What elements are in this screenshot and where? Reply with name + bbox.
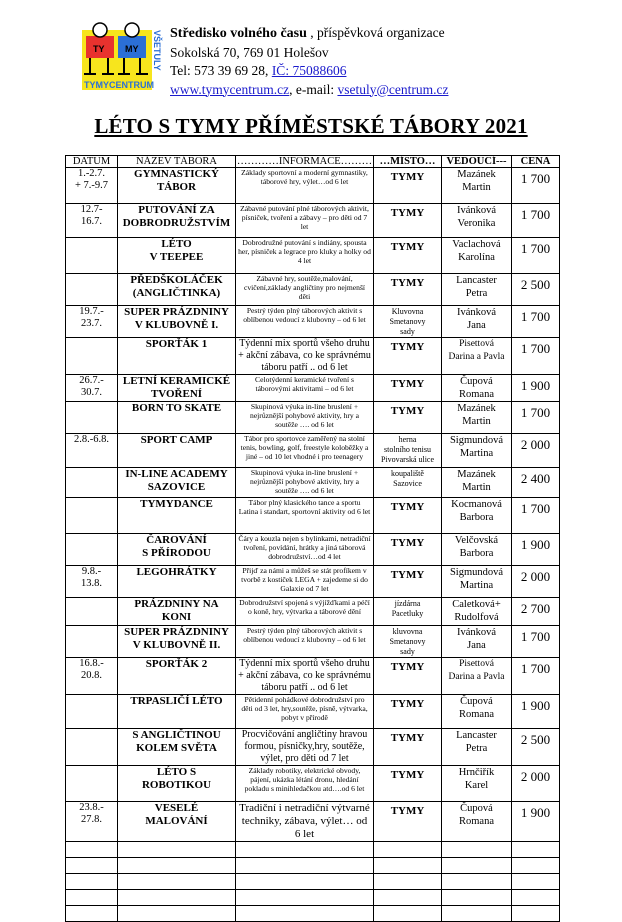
datum-cell: 16.8.- 20.8. [66, 658, 118, 695]
price-cell: 1 700 [512, 626, 560, 658]
price-cell [512, 890, 560, 906]
leader-cell: Mazánek Martin [442, 468, 512, 498]
datum-cell: 1.-2.7. + 7.-9.7 [66, 168, 118, 204]
website-link[interactable]: www.tymycentrum.cz [170, 81, 290, 97]
info-cell: Pestrý týden plný táborových aktivit s oblíbenou vedoucí z klubovny – od 6 let [236, 306, 374, 338]
col-informace: …………INFORMACE……… [236, 156, 373, 167]
datum-cell [66, 468, 118, 498]
leader-cell [442, 842, 512, 858]
info-cell [236, 874, 374, 890]
price-cell [512, 858, 560, 874]
datum-cell: 19.7.- 23.7. [66, 306, 118, 338]
datum-cell: 26.7.- 30.7. [66, 375, 118, 402]
table-row [66, 766, 560, 802]
price-cell: 2 700 [512, 598, 560, 626]
table-row [66, 498, 560, 534]
table-row [66, 434, 560, 468]
price-cell: 2 000 [512, 766, 560, 802]
leader-cell [442, 890, 512, 906]
price-cell: 1 700 [512, 498, 560, 534]
info-cell [236, 890, 374, 906]
place-cell: kluvovna Smetanovy sady [374, 626, 442, 658]
place-cell: TYMY [374, 729, 442, 766]
table-row [66, 802, 560, 842]
table-row [66, 874, 560, 890]
datum-cell [66, 906, 118, 922]
leader-cell: Ivánková Jana [442, 306, 512, 338]
place-cell: TYMY [374, 274, 442, 306]
price-cell [512, 874, 560, 890]
info-cell: Zábavné hry, soutěže,malování, cvičení,základy angličtiny pro nejmenší děti [236, 274, 374, 306]
col-cena: CENA [512, 156, 560, 168]
table-row [66, 534, 560, 566]
col-datum: DATUM [66, 156, 118, 168]
place-cell: TYMY [374, 375, 442, 402]
camp-name-cell: IN-LINE ACADEMY SAZOVICE [118, 468, 236, 498]
camp-name-cell [118, 906, 236, 922]
camp-name-cell: SPORŤÁK 1 [118, 338, 236, 375]
datum-cell [66, 598, 118, 626]
svg-text:TYMYCENTRUM: TYMYCENTRUM [84, 80, 154, 90]
camp-name-cell [118, 842, 236, 858]
organization-header [170, 24, 448, 99]
leader-cell: Čupová Romana [442, 802, 512, 842]
place-cell [374, 874, 442, 890]
datum-cell [66, 402, 118, 434]
table-row [66, 338, 560, 375]
info-cell: Pětidenní pohádkové dobrodružství pro děti od 3 let, hry,soutěže, písně, výtvarka, pobyt v přírodě [236, 695, 374, 729]
camp-name-cell [118, 874, 236, 890]
camp-name-cell: LETNÍ KERAMICKÉ TVOŘENÍ [118, 375, 236, 402]
camp-name-cell: LEGOHRÁTKY [118, 566, 236, 598]
place-cell [374, 858, 442, 874]
datum-cell [66, 274, 118, 306]
leader-cell: Kocmanová Barbora [442, 498, 512, 534]
table-row [66, 274, 560, 306]
place-cell: TYMY [374, 338, 442, 375]
price-cell: 2 500 [512, 729, 560, 766]
price-cell: 1 900 [512, 695, 560, 729]
col-misto: …MÍSTO… [374, 156, 442, 168]
svg-text:TY: TY [93, 44, 105, 54]
info-cell [236, 842, 374, 858]
table-row [66, 598, 560, 626]
camp-name-cell: LÉTO V TEEPEE [118, 238, 236, 274]
info-cell: Pestrý týden plný táborových aktivit s oblíbenou vedoucí z klubovny – od 6 let [236, 626, 374, 658]
price-cell: 1 700 [512, 402, 560, 434]
datum-cell [66, 890, 118, 906]
info-cell: Týdenní mix sportů všeho druhu + akční zábava, co ke správnému táboru patří .. od 6 let [236, 658, 374, 695]
info-cell: Procvičování angličtiny hravou formou, písničky,hry, soutěže, výlet, pro děti od 7 let [236, 729, 374, 766]
camp-name-cell: VESELÉ MALOVÁNÍ [118, 802, 236, 842]
place-cell: Kluvovna Smetanovy sady [374, 306, 442, 338]
price-cell: 2 000 [512, 434, 560, 468]
info-cell: Týdenní mix sportů všeho druhu + akční zábava, co ke správnému táboru patří .. od 6 let [236, 338, 374, 375]
info-cell: Čáry a kouzla nejen s bylinkami, netradiční tvoření, povídání, hrátky a jiná táborová dobrodružství…od 4 let [236, 534, 374, 566]
leader-cell [442, 858, 512, 874]
info-cell: Tradiční i netradiční výtvarné techniky, zábava, výlet… od 6 let [236, 802, 374, 842]
camp-name-cell: ČAROVÁNÍ S PŘÍRODOU [118, 534, 236, 566]
price-cell: 1 700 [512, 238, 560, 274]
datum-cell [66, 858, 118, 874]
leader-cell: Ivánková Veronika [442, 204, 512, 238]
camp-name-cell: SPORŤÁK 2 [118, 658, 236, 695]
datum-cell: 23.8.- 27.8. [66, 802, 118, 842]
leader-cell: Caletková+ Rudolfová [442, 598, 512, 626]
table-row [66, 842, 560, 858]
place-cell: TYMY [374, 802, 442, 842]
price-cell [512, 906, 560, 922]
org-name: Středisko volného času [170, 26, 307, 41]
leader-cell: Lancaster Petra [442, 274, 512, 306]
datum-cell [66, 498, 118, 534]
address: Sokolská 70, 769 01 Holešov [170, 44, 329, 60]
camp-name-cell: SPORT CAMP [118, 434, 236, 468]
table-row [66, 906, 560, 922]
table-row [66, 695, 560, 729]
leader-cell [442, 874, 512, 890]
leader-cell: Velčovská Barbora [442, 534, 512, 566]
svg-text:MY: MY [125, 44, 139, 54]
price-cell: 1 700 [512, 338, 560, 375]
info-cell: Tábor pro sportovce zaměřený na stolní tenis, bowling, golf, freestyle koloběžky a jiné – od 10 let vhodné i pro teenagery [236, 434, 374, 468]
price-cell: 1 900 [512, 802, 560, 842]
place-cell: TYMY [374, 766, 442, 802]
page-title: LÉTO S TYMY PŘÍMĚSTSKÉ TÁBORY 2021 [94, 114, 528, 138]
place-cell: TYMY [374, 498, 442, 534]
price-cell [512, 842, 560, 858]
info-cell: Celotýdenní keramické tvoření s táborovými aktivitami – od 6 let [236, 375, 374, 402]
table-row [66, 402, 560, 434]
camp-name-cell: PŘEDŠKOLÁČEK (ANGLIČTINKA) [118, 274, 236, 306]
place-cell: TYMY [374, 238, 442, 274]
datum-cell [66, 534, 118, 566]
datum-cell [66, 626, 118, 658]
price-cell: 2 500 [512, 274, 560, 306]
place-cell: TYMY [374, 534, 442, 566]
datum-cell [66, 874, 118, 890]
info-cell: Zábavné putování plné táborových aktivit, písniček, tvoření a zábavy – pro děti od 7 let [236, 204, 374, 238]
email-label: , e-mail: [289, 81, 338, 97]
place-cell: koupaliště Sazovice [374, 468, 442, 498]
place-cell: TYMY [374, 204, 442, 238]
camp-name-cell: LÉTO S ROBOTIKOU [118, 766, 236, 802]
leader-cell: Hrnčiřík Karel [442, 766, 512, 802]
place-cell [374, 890, 442, 906]
camp-name-cell [118, 858, 236, 874]
leader-cell: Čupová Romana [442, 375, 512, 402]
place-cell: TYMY [374, 658, 442, 695]
datum-cell [66, 338, 118, 375]
web-line [170, 81, 448, 100]
place-cell: herna stolního tenisu Pivovarská ulice [374, 434, 442, 468]
info-cell: Dobrodružné putování s indiány, spousta her, písniček a legrace pro kluky a holky od 4 let [236, 238, 374, 274]
table-body [66, 168, 560, 922]
price-cell: 1 700 [512, 204, 560, 238]
table-row [66, 375, 560, 402]
place-cell: TYMY [374, 168, 442, 204]
leader-cell [442, 906, 512, 922]
table-row [66, 238, 560, 274]
info-cell: Tábor plný klasického tance a sportu Latina i standart, sportovní aktivity od 6 let [236, 498, 374, 534]
datum-cell: 9.8.- 13.8. [66, 566, 118, 598]
camp-name-cell: PUTOVÁNÍ ZA DOBRODRUŽSTVÍM [118, 204, 236, 238]
table-row [66, 168, 560, 204]
camp-name-cell: TYMYDANCE [118, 498, 236, 534]
info-cell: Přijď za námi a můžeš se stát profíkem v tvorbě z kostiček LEGA + zajedeme si do Galaxie od 7 let [236, 566, 374, 598]
leader-cell: Mazánek Martin [442, 402, 512, 434]
info-cell: Skupinová výuka in-line bruslení + nejrůznější pohybové aktivity, hry a soutěže …. od 6 let [236, 402, 374, 434]
leader-cell: Ivánková Jana [442, 626, 512, 658]
datum-cell [66, 766, 118, 802]
camp-name-cell [118, 890, 236, 906]
info-cell: Základy sportovní a moderní gymnastiky, táborové hry, výlet…od 6 let [236, 168, 374, 204]
leader-cell: Pisettová Darina a Pavla [442, 658, 512, 695]
camp-name-cell: PRÁZDNINY NA KONI [118, 598, 236, 626]
price-cell: 1 900 [512, 534, 560, 566]
leader-cell: Mazánek Martin [442, 168, 512, 204]
svg-text:VŠETULY: VŠETULY [152, 30, 162, 71]
camp-name-cell: BORN TO SKATE [118, 402, 236, 434]
camp-name-cell: SUPER PRÁZDNINY V KLUBOVNĚ I. [118, 306, 236, 338]
price-cell: 2 000 [512, 566, 560, 598]
leader-cell: Lancaster Petra [442, 729, 512, 766]
info-cell [236, 906, 374, 922]
camp-name-cell: GYMNASTICKÝ TÁBOR [118, 168, 236, 204]
datum-cell [66, 842, 118, 858]
table-row [66, 890, 560, 906]
info-cell: Dobrodružství spojená s výjížďkami a péčí o koně, hry, výtvarka a táborové dění [236, 598, 374, 626]
place-cell: TYMY [374, 402, 442, 434]
place-cell [374, 842, 442, 858]
table-row [66, 626, 560, 658]
table-row [66, 658, 560, 695]
table-row [66, 306, 560, 338]
leader-cell: Vaclachová Karolína [442, 238, 512, 274]
place-cell: TYMY [374, 695, 442, 729]
org-line [170, 24, 448, 44]
leader-cell: Pisettová Darina a Pavla [442, 338, 512, 375]
leader-cell: Sigmundová Martina [442, 434, 512, 468]
camp-name-cell: TRPASLIČÍ LÉTO [118, 695, 236, 729]
email-link[interactable]: vsetuly@centrum.cz [337, 81, 449, 97]
table-row [66, 468, 560, 498]
col-vedouci: VEDOUCÍ--- [442, 156, 512, 168]
datum-cell: 2.8.-6.8. [66, 434, 118, 468]
table-row [66, 204, 560, 238]
camps-table [65, 155, 560, 922]
leader-cell: Sigmundová Martina [442, 566, 512, 598]
tymycentrum-logo [80, 22, 160, 100]
place-cell: TYMY [374, 566, 442, 598]
info-cell [236, 858, 374, 874]
info-cell: Skupinová výuka in-line bruslení + nejrůznější pohybové aktivity, hry a soutěže …. od 6 let [236, 468, 374, 498]
org-suffix: , příspěvková organizace [306, 25, 445, 40]
price-cell: 1 700 [512, 658, 560, 695]
info-cell: Základy robotiky, elektrické obvody, pájení, ukázka létání dronu, hledání pokladu s minihledačkou atd….od 6 let [236, 766, 374, 802]
price-cell: 1 700 [512, 168, 560, 204]
table-row [66, 858, 560, 874]
table-row [66, 566, 560, 598]
price-cell: 1 900 [512, 375, 560, 402]
table-header-row [66, 156, 560, 168]
datum-cell [66, 238, 118, 274]
datum-cell [66, 695, 118, 729]
datum-cell: 12.7- 16.7. [66, 204, 118, 238]
price-cell: 2 400 [512, 468, 560, 498]
contact-line [170, 62, 448, 81]
ic-link[interactable]: IČ: 75088606 [271, 63, 347, 78]
place-cell [374, 906, 442, 922]
datum-cell [66, 729, 118, 766]
phone: Tel: 573 39 69 28, [170, 63, 272, 78]
table-row [66, 729, 560, 766]
camp-name-cell: SUPER PRÁZDNINY V KLUBOVNĚ II. [118, 626, 236, 658]
price-cell: 1 700 [512, 306, 560, 338]
place-cell: jízdárna Pacetluky [374, 598, 442, 626]
camp-name-cell: S ANGLIČTINOU KOLEM SVĚTA [118, 729, 236, 766]
col-nazev: NÁZEV TÁBORA [118, 156, 236, 168]
leader-cell: Čupová Romana [442, 695, 512, 729]
